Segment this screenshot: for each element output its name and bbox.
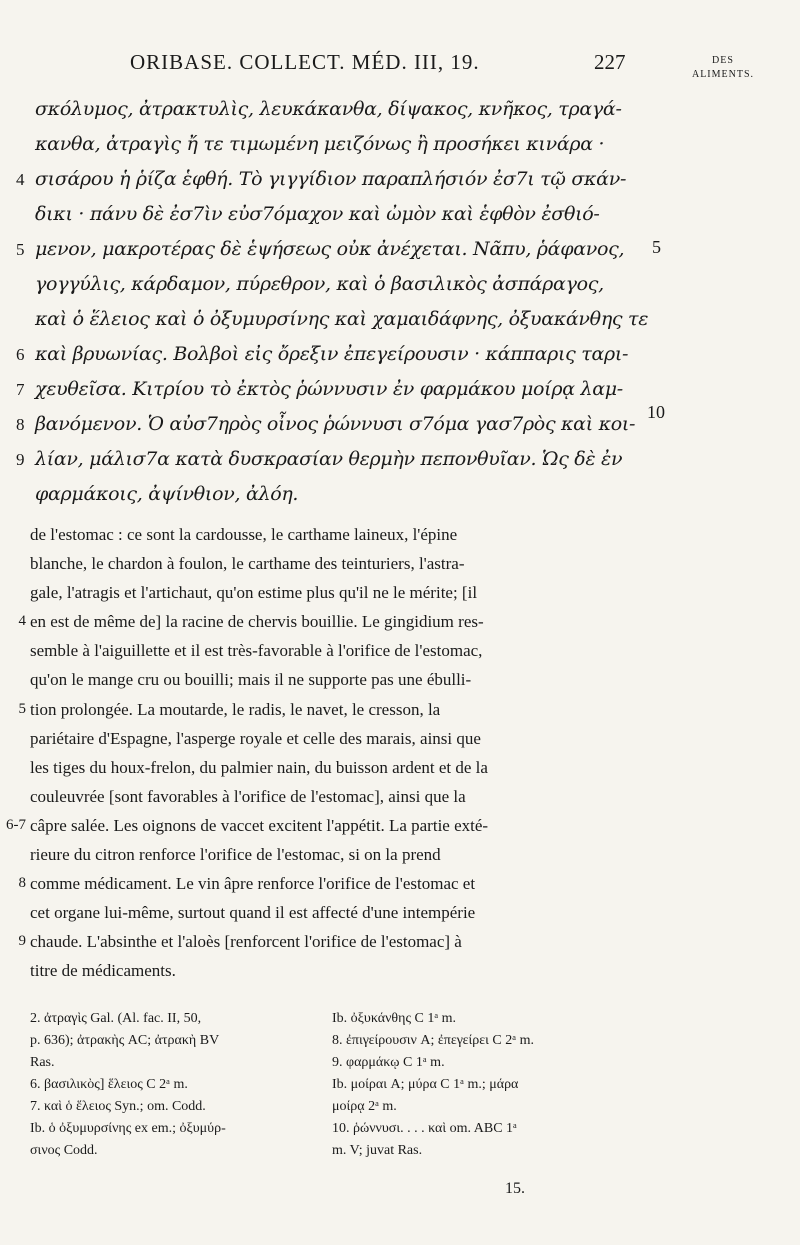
french-line-text: chaude. L'absinthe et l'aloès [renforcent l'orifice de l'estomac] à [30, 932, 462, 952]
greek-line [30, 197, 640, 232]
greek-line-text: μενον, μακροτέρας δὲ ἑψήσεως οὐκ ἀνέχεται. Νᾶπυ, ῥάφανος, [35, 238, 625, 260]
french-line-text: blanche, le chardon à foulon, le carthame des teinturiers, l'astra- [30, 554, 465, 574]
note-line: μοίρᾳ 2ᵃ m. [332, 1099, 397, 1114]
french-line [18, 695, 640, 724]
french-line-text: comme médicament. Le vin âpre renforce l'orifice de l'estomac et [30, 874, 476, 894]
french-line [30, 956, 640, 985]
french-line [30, 549, 640, 578]
greek-line [30, 92, 640, 127]
note-line: 7. καὶ ὁ ἕλειος Syn.; om. Codd. [30, 1099, 206, 1114]
greek-line [16, 442, 640, 477]
french-line [30, 665, 640, 694]
page-number: 227 [594, 50, 626, 74]
line-number: 4 [16, 170, 25, 189]
french-line-text: couleuvrée [sont favorables à l'orifice de l'estomac], ainsi que la [30, 786, 466, 806]
line-number: 8 [18, 875, 26, 892]
french-line-text: rieure du citron renforce l'orifice de l'estomac, si on la prend [30, 845, 441, 865]
greek-line [30, 267, 640, 302]
greek-line-text: χευθεῖσα. Κιτρίου τὸ ἐκτὸς ῥώννυσιν ἐν φαρμάκου μοίρᾳ λαμ- [35, 378, 623, 400]
french-line-text: tion prolongée. La moutarde, le radis, le navet, le cresson, la [30, 699, 441, 719]
note-line: 10. ῥώννυσι. . . . καὶ om. ABC 1ᵃ [332, 1121, 517, 1136]
line-number: 9 [18, 933, 26, 950]
note-line: Ib. ὁ ὀξυμυρσίνης ex em.; ὀξυμύρ- [30, 1121, 226, 1136]
line-number: 4 [18, 613, 26, 630]
note-line: Ras. [30, 1055, 55, 1070]
greek-line-text: σισάρου ἡ ῥίζα ἑφθή. Τὸ γιγγίδιον παραπλήσιόν ἐσ7ι τῷ σκάν- [35, 168, 627, 190]
french-line-text: les tiges du houx-frelon, du palmier nain, du buisson ardent et de la [30, 757, 488, 777]
note-line: p. 636); ἀτρακὴς AC; ἀτρακὴ BV [30, 1033, 220, 1048]
french-line [18, 607, 640, 636]
greek-line [16, 372, 640, 407]
greek-line [16, 162, 640, 197]
french-line-text: titre de médicaments. [30, 961, 176, 981]
greek-line-text: φαρμάκοις, ἀψίνθιον, ἀλόη. [35, 483, 299, 505]
greek-line [16, 337, 640, 372]
french-line-text: gale, l'atragis et l'artichaut, qu'on estime plus qu'il ne le mérite; [il [30, 583, 478, 603]
greek-text-block [16, 92, 649, 512]
margin-label-line-1: DES [712, 55, 734, 66]
french-line [18, 927, 640, 956]
french-line [30, 578, 640, 607]
signature-mark: 15. [505, 1180, 525, 1197]
line-number: 8 [16, 415, 25, 434]
note-line: m. V; juvat Ras. [332, 1143, 423, 1158]
right-margin-line-number: 5 [652, 237, 661, 257]
note-line: 8. ἐπιγείρουσιν A; ἐπεγείρει C 2ᵃ m. [332, 1033, 534, 1048]
greek-line-text: καὶ ὁ ἕλειος καὶ ὁ ὀξυμυρσίνης καὶ χαμαιδάφνης, ὀξυακάνθης τε [35, 308, 649, 330]
french-line [30, 636, 640, 665]
french-line-text: en est de même de] la racine de chervis bouillie. Le gingidium res- [30, 612, 484, 632]
running-title: ORIBASE. COLLECT. MÉD. III, 19. [130, 50, 480, 74]
french-line-text: pariétaire d'Espagne, l'asperge royale et celle des marais, ainsi que [30, 728, 481, 748]
note-line: 6. βασιλικὸς] ἕλειος C 2ᵃ m. [30, 1077, 188, 1092]
french-line [30, 898, 640, 927]
french-line-text: câpre salée. Les oignons de vaccet excitent l'appétit. La partie exté- [30, 815, 489, 835]
note-line: Ib. ὀξυκάνθης C 1ᵃ m. [332, 1011, 457, 1026]
greek-line-text: βανόμενον. Ὁ αὐσ7ηρὸς οἶνος ῥώννυσι σ7όμα γασ7ρὸς καὶ κοι- [35, 413, 636, 435]
greek-line-text: σκόλυμος, ἀτρακτυλὶς, λευκάκανθα, δίψακος, κνῆκος, τραγά- [35, 98, 622, 120]
note-line: 9. φαρμάκῳ C 1ᵃ m. [332, 1055, 445, 1070]
french-line [30, 782, 640, 811]
note-line: 2. ἀτραγὶς Gal. (Al. fac. II, 50, [30, 1011, 202, 1026]
french-line [30, 520, 640, 549]
greek-line-text: γογγύλις, κάρδαμον, πύρεθρον, καὶ ὁ βασιλικὸς ἀσπάραγος, [35, 273, 604, 295]
line-number: 5 [16, 240, 25, 259]
french-line [6, 811, 640, 840]
french-line [30, 724, 640, 753]
apparatus-notes-right [332, 1008, 642, 1162]
greek-line [30, 302, 649, 337]
greek-line-text: λίαν, μάλισ7α κατὰ δυσκρασίαν θερμὴν πεπονθυῖαν. Ὡς δὲ ἐν [35, 448, 623, 470]
line-number: 7 [16, 380, 25, 399]
greek-line-text: καὶ βρυωνίας. Βολβοὶ εἰς ὄρεξιν ἐπεγείρουσιν · κάππαρις ταρι- [35, 343, 629, 365]
note-line: Ib. μοίραι A; μύρα C 1ᵃ m.; μάρα [332, 1077, 519, 1092]
french-line [30, 840, 640, 869]
greek-line-text: δικι · πάνυ δὲ ἐσ7ὶν εὐσ7όμαχον καὶ ὠμὸν καὶ ἑφθὸν ἐσθιό- [35, 203, 600, 225]
greek-line [16, 407, 640, 442]
greek-line [30, 127, 640, 162]
french-line [18, 869, 640, 898]
french-translation-block [6, 520, 640, 986]
french-line-text: de l'estomac : ce sont la cardousse, le carthame laineux, l'épine [30, 525, 458, 544]
greek-line [16, 232, 640, 267]
french-line [30, 753, 640, 782]
french-line-text: semble à l'aiguillette et il est très-favorable à l'orifice de l'estomac, [30, 641, 483, 661]
greek-line [30, 477, 640, 512]
apparatus-notes-left [30, 1008, 330, 1162]
greek-line-text: κανθα, ἀτραγὶς ἤ τε τιμωμένη μειζόνως ἢ προσήκει κινάρα · [35, 133, 605, 155]
line-number: 6 [16, 345, 25, 364]
margin-label-line-2: ALIMENTS. [691, 69, 755, 80]
margin-section-label [683, 54, 763, 82]
line-number: 9 [16, 450, 25, 469]
note-line: σινος Codd. [30, 1143, 98, 1158]
french-line-text: qu'on le mange cru ou bouilli; mais il ne supporte pas une ébulli- [30, 670, 472, 690]
right-margin-line-number: 10 [647, 402, 665, 422]
line-number: 5 [18, 700, 26, 717]
french-line-text: cet organe lui-même, surtout quand il est affecté d'une intempérie [30, 903, 476, 923]
line-number: 6-7 [6, 816, 26, 833]
